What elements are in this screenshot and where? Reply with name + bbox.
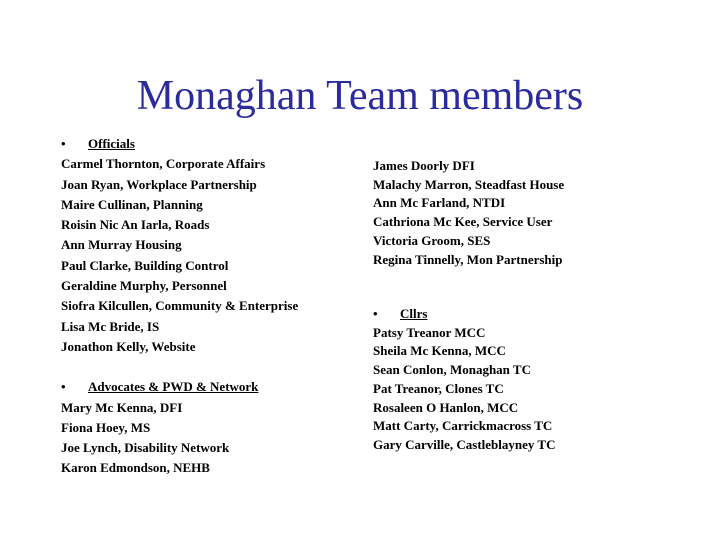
slide-title: Monaghan Team members [136, 73, 584, 119]
partner-member: Regina Tinnelly, Mon Partnership [373, 251, 563, 267]
advocates-heading: Advocates & PWD & Network [88, 379, 259, 395]
official-member: Lisa Mc Bride, IS [61, 318, 160, 334]
official-member: Paul Clarke, Building Control [61, 257, 229, 273]
partner-member: James Doorly DFI [373, 158, 475, 173]
cllrs-column [373, 305, 555, 455]
left-column [61, 134, 298, 479]
advocate-member: Karon Edmondson, NEHB [61, 460, 210, 476]
cllr-member: Pat Treanor, Clones TC [373, 380, 504, 396]
partner-member: Malachy Marron, Steadfast House [373, 176, 565, 192]
official-member: Siofra Kilcullen, Community & Enterprise [61, 298, 299, 314]
advocate-member: Fiona Hoey, MS [61, 419, 151, 435]
bullet-icon: • [61, 136, 66, 151]
advocate-member: Joe Lynch, Disability Network [61, 440, 230, 456]
cllr-member: Matt Carty, Carrickmacross TC [373, 418, 553, 434]
officials-heading-line [61, 134, 298, 154]
official-member: Jonathon Kelly, Website [61, 338, 196, 354]
partner-member: Victoria Groom, SES [373, 232, 491, 248]
official-member: Geraldine Murphy, Personnel [61, 278, 227, 294]
bullet-icon: • [373, 306, 378, 321]
partners-column [373, 157, 564, 269]
partner-member: Ann Mc Farland, NTDI [373, 195, 506, 211]
cllr-member: Sean Conlon, Monaghan TC [373, 362, 531, 378]
officials-heading: Officials [88, 136, 135, 151]
cllr-member: Patsy Treanor MCC [373, 324, 486, 340]
cllrs-heading-line [373, 305, 555, 324]
official-member: Carmel Thornton, Corporate Affairs [61, 156, 266, 172]
spacer [61, 357, 298, 377]
advocates-heading-line [61, 377, 298, 397]
cllr-member: Rosaleen O Hanlon, MCC [373, 399, 519, 415]
cllr-member: Gary Carville, Castleblayney TC [373, 436, 556, 452]
official-member: Ann Murray Housing [61, 237, 182, 253]
official-member: Roisin Nic An Iarla, Roads [61, 217, 210, 233]
official-member: Maire Cullinan, Planning [61, 196, 203, 212]
advocate-member: Mary Mc Kenna, DFI [61, 399, 183, 415]
official-member: Joan Ryan, Workplace Partnership [61, 176, 257, 192]
partner-member: Cathriona Mc Kee, Service User [373, 214, 553, 230]
cllr-member: Sheila Mc Kenna, MCC [373, 343, 506, 359]
bullet-icon: • [61, 379, 66, 395]
cllrs-heading: Cllrs [400, 306, 428, 321]
